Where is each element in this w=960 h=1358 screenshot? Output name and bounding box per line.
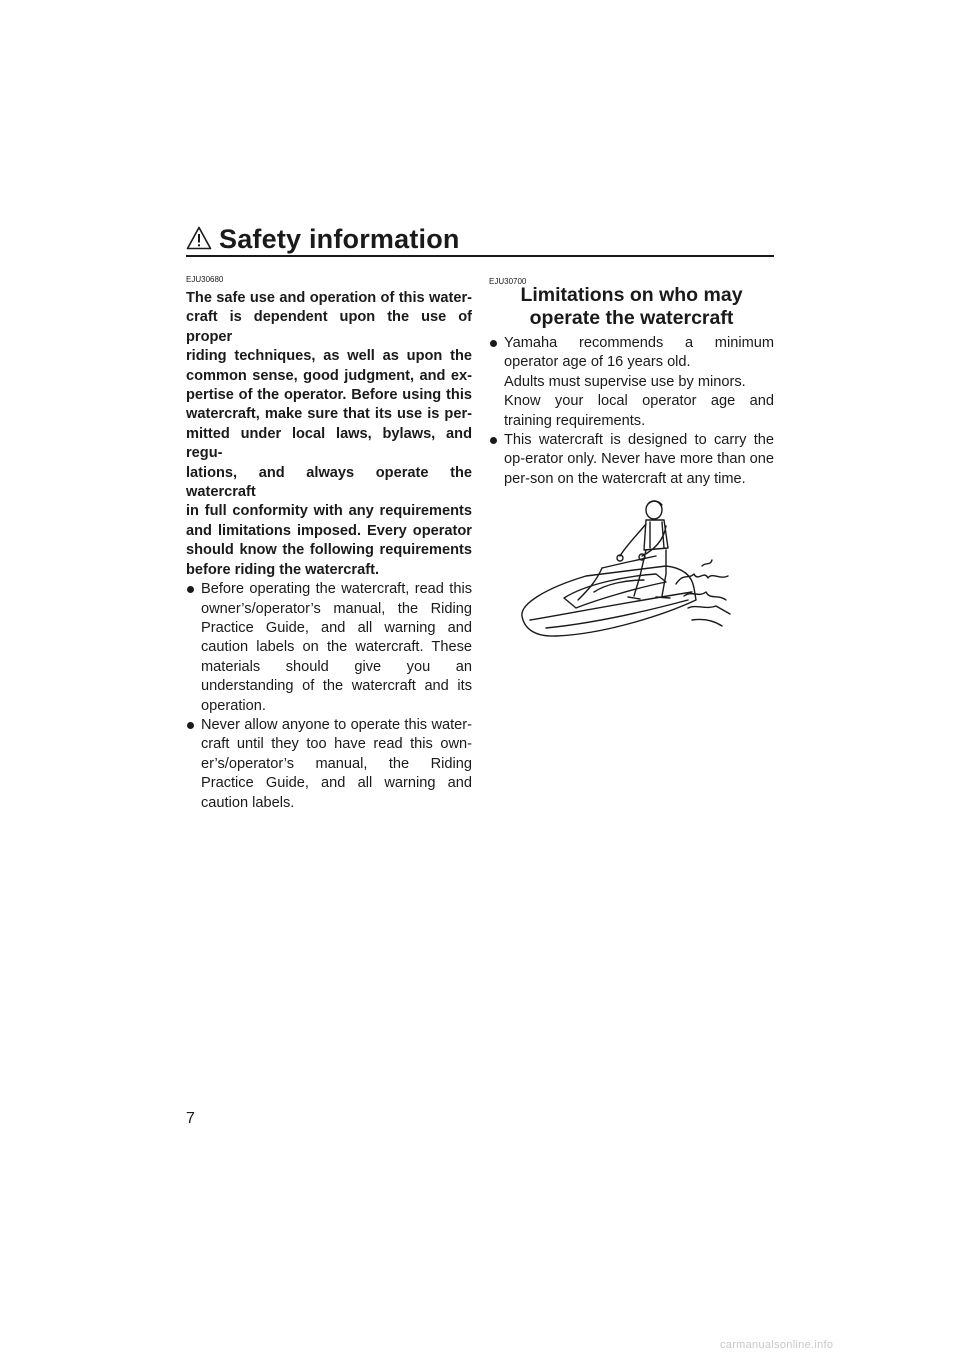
intro-line: mitted under local laws, bylaws, and regu-	[186, 425, 472, 462]
header-rule	[186, 255, 774, 257]
page-header	[186, 222, 774, 256]
intro-line: craft is dependent upon the use of proper	[186, 309, 472, 345]
limitations-list	[489, 334, 774, 489]
page-title: Safety information	[219, 224, 460, 254]
intro-line: and limitations imposed. Every operator	[186, 522, 472, 539]
warning-triangle-icon	[186, 226, 212, 250]
intro-line: common sense, good judgment, and ex-	[186, 367, 472, 384]
watercraft-rider-illustration	[516, 496, 734, 646]
section-code-left: EJU30680	[186, 275, 224, 284]
intro-line: The safe use and operation of this water-	[186, 290, 472, 306]
list-item	[489, 431, 774, 489]
list-item-subtext: Adults must supervise use by minors.	[504, 373, 746, 390]
bullet-icon	[490, 437, 497, 444]
intro-line: watercraft, make sure that its use is per-	[186, 406, 472, 423]
list-item-text: Before operating the watercraft, read this owner’s/operator’s manual, the Riding Practice Guide, and all warning and caution labels on the watercraft. These materials should give you an understanding of the watercraft and its operation.	[201, 581, 472, 714]
intro-paragraph	[186, 289, 472, 580]
intro-line: before riding the watercraft.	[186, 561, 379, 578]
bullet-icon	[490, 340, 497, 347]
list-item-text: Yamaha recommends a minimum operator age of 16 years old.	[504, 335, 774, 371]
list-item	[186, 716, 472, 813]
list-item-text: Never allow anyone to operate this water-craft until they too have read this own-er’s/operator’s manual, the Riding Practice Guide, and all warning and caution labels.	[201, 716, 472, 811]
intro-line: riding techniques, as well as upon the	[186, 348, 472, 365]
requirements-list	[186, 580, 472, 813]
list-item	[489, 334, 774, 431]
intro-line: pertise of the operator. Before using this	[186, 387, 472, 404]
section-title-line: operate the watercraft	[529, 307, 734, 329]
intro-line: should know the following requirements	[186, 542, 472, 559]
section-title-line: Limitations on who may	[520, 284, 743, 306]
bullet-icon	[187, 586, 194, 593]
list-item-subtext: Know your local operator age and training requirements.	[504, 393, 774, 429]
right-column	[489, 284, 774, 489]
section-code-right: EJU30700	[489, 277, 527, 286]
page-number: 7	[186, 1110, 195, 1127]
watermark: carmanualsonline.info	[720, 1339, 834, 1351]
intro-line: in full conformity with any requirements	[186, 503, 472, 520]
bullet-icon	[187, 722, 194, 729]
list-item-text: This watercraft is designed to carry the op-erator only. Never have more than one per-son on the watercraft at any time.	[504, 432, 774, 487]
intro-line: lations, and always operate the watercraft	[186, 464, 472, 501]
list-item	[186, 580, 472, 716]
section-title	[489, 284, 774, 330]
left-column	[186, 289, 472, 813]
